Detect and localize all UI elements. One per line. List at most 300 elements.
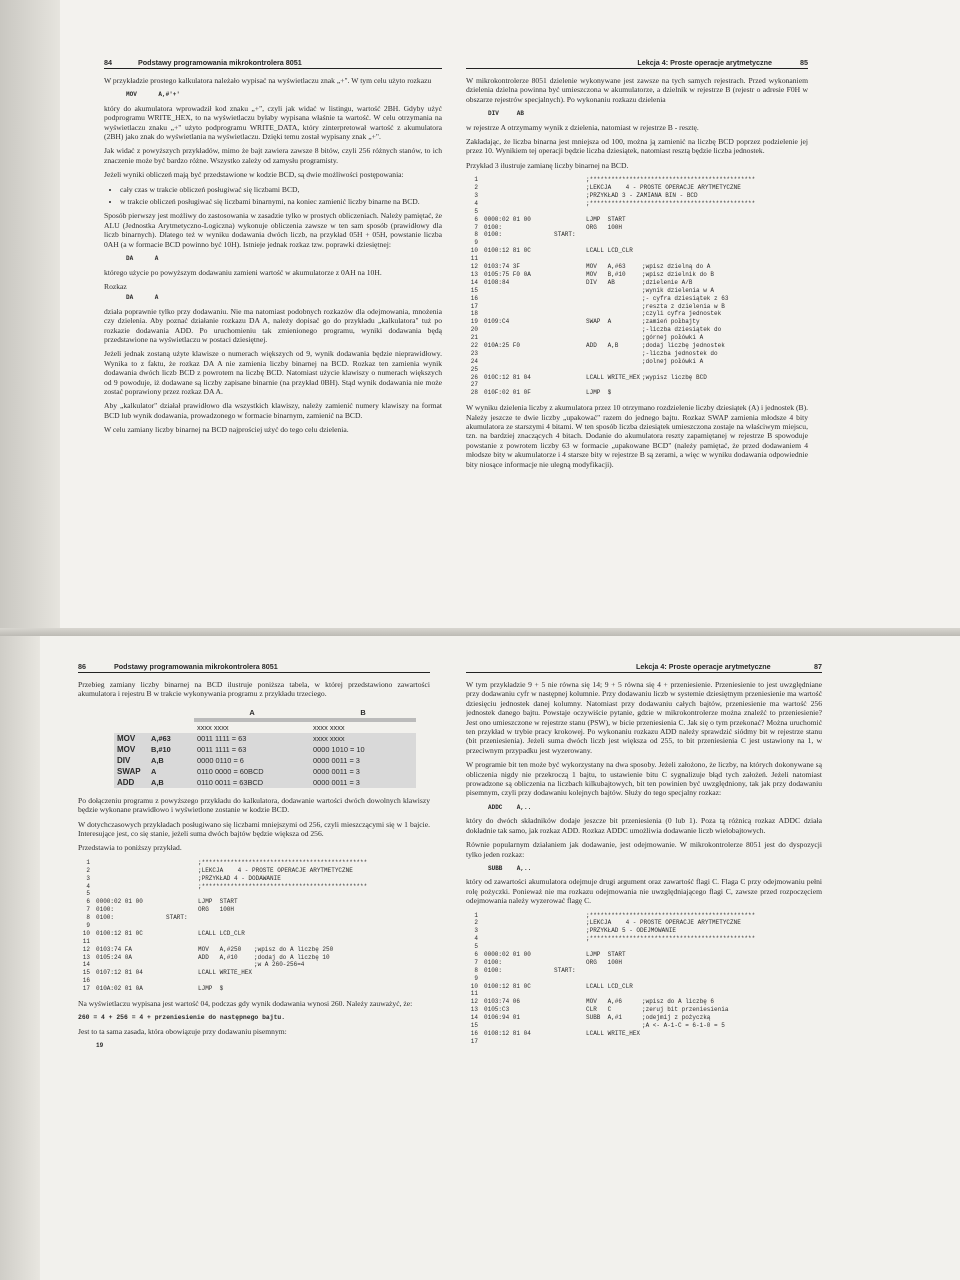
label [554,1038,586,1046]
listing-line [466,943,822,951]
table-cell: A,B [151,755,164,765]
instruction: ORG 100H [586,223,623,231]
address-bytes [478,310,554,318]
comment [254,969,430,977]
code-line: 19 [96,1042,104,1050]
label [166,890,198,898]
comment: ;wpisz dzielnik do B [642,270,715,278]
label [554,959,586,967]
instruction [198,890,254,898]
address-bytes [478,990,554,998]
line-number: 1 [474,176,478,184]
paragraph: w rejestrze A otrzymamy wynik z dzielenia, natomiast w rejestrze B - resztę. [466,122,699,132]
address-bytes: 010A:25 F0 [484,341,521,349]
address-bytes: 0100:12 81 0C [484,982,531,990]
line-number: 25 [470,365,478,373]
listing-line [466,1022,822,1030]
address-bytes [478,358,554,366]
listing-line [466,959,822,967]
address-bytes: 0000:02 01 00 [484,950,531,958]
line-number: 12 [470,998,478,1006]
listing-line [466,366,808,374]
address-bytes [478,975,554,983]
line-number: 21 [470,334,478,342]
listing-line [78,890,430,898]
comment: ;wpisz do A liczbę 250 [254,945,334,953]
address-bytes [90,867,166,875]
address-bytes: 0107:12 81 04 [96,969,143,977]
column-header-a: A [194,707,310,720]
page-fold-shadow [0,628,960,636]
address-bytes: 0105:C3 [484,1006,510,1014]
paragraph: W dotychczasowych przykładach posługiwano się liczbami mniejszymi od 256, czyli mieszczącymi się w 1 bajcie. Interesujące jest, co się stanie, jeżeli suma dwóch bajtów będzie większa od 256. [78,819,430,839]
page-number: 86 [78,662,86,671]
instruction: ;LEKCJA 4 - PROSTE OPERACJE ARYTMETYCZNE [586,919,741,927]
comment [642,951,822,959]
comment: ;dodaj do A liczbę 10 [254,953,330,961]
paragraph: działa poprawnie tylko przy dodawaniu. Nie ma natomiast podobnych rozkazów dla odejmowania, mnożenia czy dzielenia. Aby poznać działanie rozkazu DA A, należy dopisać go do przykładu „kalkulatora" tuż po rozkazie dodawania ADD. Po uruchomieniu tak zmienionego programu, wyniki dodawania będą przedstawione na wyświetlaczu w postaci dziesiętnej. [104,306,442,344]
paragraph: W programie bit ten może być wykorzystany na dwa sposoby. Jeżeli założono, że liczby, na których dokonywane są obliczenia nigdy nie przekroczą 1 bajtu, to ustawienie bitu C sygnalizuje błąd tych założeń. Jeżeli natomiast prowadzone są obliczenia na liczbach kilkubajtowych, bit ten powinien być uwzględniony, tak jak przy dodawaniu pisemnym, czyli przy dodawaniu kolejnych bajtów. Służy do tego specjalny rozkaz: [466,760,822,798]
code-line: 260 = 4 + 256 = 4 + przeniesienie do następnego bajtu. [78,1014,286,1022]
label [554,951,586,959]
instruction [586,366,642,374]
comment [367,859,430,867]
table-cell: ADD [117,777,135,787]
instruction [586,381,642,389]
address-bytes: 0100: [484,958,503,966]
comment: ;wpisz do A liczbę 6 [642,998,715,1006]
line-number: 11 [470,990,478,998]
address-bytes [478,192,554,200]
listing-line [466,255,808,263]
label [554,200,586,208]
address-bytes [90,859,166,867]
address-bytes: 0105:24 0A [96,953,133,961]
listing-line [466,998,822,1006]
address-bytes [478,935,554,943]
comment [698,192,808,200]
listing-line [466,231,808,239]
instruction [198,938,254,946]
instruction: ;********************************************** [586,176,756,184]
instruction [586,303,642,311]
table-cell: xxxx xxxx [313,733,345,743]
label [554,224,586,232]
instruction [586,208,642,216]
listing-line [78,883,430,891]
paragraph: który do akumulatora wprowadził kod znaku „+", czyli jak widać w listingu, wartość 2BH. Gdyby użyć podprogramu WRITE_HEX, to na wyświetlaczu byłaby wypisana właśnie ta wartość. W celu otrzymania na wyświetlaczu znaku „+" użyto podprogramu WRITE_DATA, który zinterpretował wartość z akumulatora (2BH) jako znak do wyświetlania na wyświetlaczu. Dzięki temu został wypisany znak „+". [104,103,442,142]
page-87 [466,660,822,1220]
line-number: 5 [474,943,478,951]
address-bytes: 0108:12 81 04 [484,1029,531,1037]
comment [642,967,822,975]
comment: ;-liczba jednostek do [642,349,718,357]
instruction: ADD A,#10 [198,953,238,961]
instruction: ORG 100H [198,906,235,914]
instruction: LCALL LCD_CLR [586,982,633,990]
instruction: ORG 100H [586,958,623,966]
comment: ;dzielenie A/B [642,278,693,286]
listing-line [466,967,822,975]
address-bytes [478,176,554,184]
address-bytes [478,239,554,247]
address-bytes [478,366,554,374]
instruction: ;********************************************** [586,935,756,943]
instruction: ;PRZYKŁAD 3 - ZAMIANA BIN - BCD [586,192,698,200]
instruction: LCALL LCD_CLR [586,247,633,255]
label [166,977,198,985]
instruction [586,943,642,951]
address-bytes [478,287,554,295]
label [554,998,586,1006]
instruction: MOV A,#63 [586,263,626,271]
label [554,919,586,927]
listing-line [466,279,808,287]
instruction: ;********************************************** [198,882,368,890]
comment: ;A <- A-1-C = 6-1-0 = 5 [642,1022,725,1029]
label [554,216,586,224]
line-number: 13 [82,953,90,961]
page-header [466,660,822,673]
address-bytes [478,912,554,920]
address-bytes [478,295,554,303]
table-cell: A,#63 [151,733,171,743]
paragraph: który do dwóch składników dodaje jeszcze bit przeniesienia (0 lub 1). Poza tą różnicą rozkaz ADDC działa dokładnie tak samo, jak rozkaz ADD. Rozkaz ADDC umożliwia dodawanie liczb wielobajtowych. [466,816,822,835]
label [166,859,198,867]
address-bytes: 010C:12 81 04 [484,373,531,381]
table-row [114,744,416,755]
address-bytes [478,1022,554,1030]
page-84 [104,56,442,596]
comment [642,216,808,224]
comment [755,912,822,920]
label [554,208,586,216]
instruction [586,358,642,366]
instruction [586,350,642,358]
address-bytes: 0100: [484,966,503,974]
instruction: ;********************************************** [198,858,368,866]
instruction [586,295,642,303]
instruction [198,914,254,922]
label [554,295,586,303]
paragraph: W celu zamiany liczby binarnej na BCD najprościej użyć do tego celu dzielenia. [104,425,349,435]
line-number: 13 [470,270,478,278]
comment [642,224,808,232]
table-cell: 0011 1111 = 63 [197,744,247,754]
listing-line [466,919,822,927]
address-bytes: 0103:74 3F [484,263,521,271]
table-cell: 0000 0110 = 6 [197,755,244,765]
comment: ;odejmij z pożyczką [642,1014,711,1022]
label [554,287,586,295]
paragraph: Zakładając, że liczba binarna jest mniejsza od 100, można ją zamienić na liczbę BCD poprzez podzielenie jej przez 10. Wynikiem tej operacji będzie liczba dziesiątek, natomiast resztą będzie liczba jednostek. [466,137,808,156]
label [554,1022,586,1030]
paragraph: Przykład 3 ilustruje zamianę liczby binarnej na BCD. [466,160,629,170]
label [554,342,586,350]
label [166,954,198,962]
line-number: 14 [470,1014,478,1022]
instruction: CLR C [586,1006,612,1014]
listing-line [466,192,808,200]
listing-line [466,287,808,295]
label [166,906,198,914]
code-line: DA A [126,255,159,263]
line-number: 4 [474,935,478,943]
table-cell: SWAP [117,766,141,776]
label [554,192,586,200]
line-number: 6 [474,215,478,223]
table-cell: xxxx xxxx [313,722,345,732]
label: START: [554,231,576,239]
listing-line [78,930,430,938]
listing-line [466,381,808,389]
line-number: 3 [474,927,478,935]
line-number: 27 [470,381,478,389]
listing-line [466,358,808,366]
instruction: LCALL WRITE_HEX [586,373,641,381]
running-title: Lekcja 4: Proste operacje arytmetyczne [637,58,772,67]
listing-line [466,326,808,334]
line-number: 14 [82,961,90,969]
line-number: 23 [470,349,478,357]
label [554,239,586,247]
comment [704,927,822,935]
address-bytes [478,255,554,263]
listing-line [466,1014,822,1022]
address-bytes: 0100: [96,906,115,914]
line-number: 10 [82,929,90,937]
address-bytes [90,875,166,883]
listing-line [78,875,430,883]
label [166,946,198,954]
instruction: ;PRZYKŁAD 5 - ODEJMOWANIE [586,927,677,935]
table-cell: MOV [117,733,136,743]
table-header [114,707,416,720]
table-cell [114,720,148,733]
instruction [586,334,642,342]
instruction: ;PRZYKŁAD 4 - DODAWANIE [198,874,281,882]
comment [254,938,430,946]
column-header-b: B [310,707,416,720]
address-bytes: 0000:02 01 00 [484,215,531,223]
listing-line [466,1030,822,1038]
label [554,184,586,192]
paragraph: Aby „kalkulator" działał prawidłowo dla wszystkich klawiszy, należy zamienić numery klawiszy na format BCD lub wynik dodawania, prowadzonego w formacie binarnym, zamienić na BCD. [104,401,442,420]
listing-line [466,935,822,943]
table-cell: 0110 0000 = 60BCD [197,766,264,776]
line-number: 4 [474,199,478,207]
instruction: ;LEKCJA 4 - PROSTE OPERACJE ARYTMETYCZNE [586,184,741,192]
code-line: DA A [126,294,159,302]
line-number: 16 [82,977,90,985]
listing-line [466,334,808,342]
address-bytes [478,381,554,389]
address-bytes: 010F:02 01 0F [484,389,531,397]
listing-line [78,961,430,969]
line-number: 20 [470,326,478,334]
listing-line [466,951,822,959]
listing-line [78,914,430,922]
address-bytes [90,977,166,985]
running-title: Podstawy programowania mikrokontrolera 8051 [114,662,278,671]
listing-line [78,985,430,993]
instruction [586,1038,642,1046]
listing-line [466,224,808,232]
instruction: MOV A,#250 [198,945,242,953]
comment [642,990,822,998]
listing-line [466,216,808,224]
instruction: SUBB A,#1 [586,1014,623,1022]
listing-line [466,310,808,318]
label [554,1006,586,1014]
list-item: • w trakcie obliczeń posługiwać się liczbami binarnymi, na koniec zamienić liczby binarne na BCD. [120,197,442,206]
line-number: 22 [470,341,478,349]
instruction [586,310,642,318]
label [554,358,586,366]
line-number: 3 [474,192,478,200]
comment [642,247,808,255]
address-bytes: 0103:74 06 [484,998,521,1006]
address-bytes: 0109:C4 [484,318,510,326]
listing-line [78,898,430,906]
comment [642,389,808,397]
left-margin-shadow [0,0,60,628]
line-number: 10 [470,247,478,255]
instruction: LJMP $ [586,389,612,397]
table-cell: 0110 0011 = 63BCD [197,777,264,787]
running-title: Podstawy programowania mikrokontrolera 8051 [138,58,302,67]
comment: ;dolnej połówki A [642,357,704,365]
page-header [78,660,430,673]
comment [642,366,808,374]
label [554,303,586,311]
line-number: 8 [474,231,478,239]
instruction: ;LEKCJA 4 - PROSTE OPERACJE ARYTMETYCZNE [198,866,353,874]
comment [254,922,430,930]
page-number: 84 [104,58,112,67]
comment: ;- cyfra dziesiątek z 63 [642,294,729,302]
comment [755,176,808,184]
label: START: [554,966,576,974]
line-number: 1 [474,911,478,919]
comment: ;czyli cyfra jednostek [642,310,722,318]
table-cell: xxxx xxxx [197,722,229,732]
listing-line [466,1006,822,1014]
instruction [198,977,254,985]
line-number: 13 [470,1006,478,1014]
line-number: 6 [474,950,478,958]
label [166,961,198,969]
instruction [198,961,254,969]
listing-line [466,263,808,271]
label [554,271,586,279]
label [554,326,586,334]
address-bytes [478,350,554,358]
label [554,279,586,287]
register-table [114,707,416,788]
line-number: 9 [474,239,478,247]
instruction: LJMP START [586,215,626,223]
line-number: 8 [86,914,90,922]
line-number: 24 [470,357,478,365]
line-number: 12 [470,263,478,271]
table-cell: 0000 0011 = 3 [313,777,360,787]
code-line: MOV A,#'+' [126,91,181,99]
label [554,943,586,951]
label [554,310,586,318]
comment [254,977,430,985]
paragraph: W wyniku dzielenia liczby z akumulatora przez 10 otrzymano rozdzielenie liczby dziesiątek (A) i jednostek (B). Należy jeszcze te dwie liczby „upakować" razem do jednego bajtu. Rozkaz SWAP zamienia młodsze 4 bity akumulatora ze starszymi 4 bitami. W ten sposób liczba dziesiątek umieszczona zostaje na właściwym miejscu, tzn. na bardziej znaczących 4 bitach. Dodanie do akumulatora reszty zapamiętanej w rejestrze B spowoduje powstanie z powrotem liczby 63 w formacie „upakowane BCD" (należy pamiętać, że przed dodawaniem 4 młodsze bity w akumulatorze i 4 starsze bity w rejestrze B są zerami, a więc w wyniku dodawania odpowiednie bity niosące informacje nie ulegną modyfikacji). [466,403,808,469]
table-cell: MOV [117,744,136,754]
listing-line [78,969,430,977]
paragraph: Sposób pierwszy jest możliwy do zastosowania w zasadzie tylko w prostych obliczeniach. Należy pamiętać, że ALU (Jednostka Arytmetyczno-Logiczna) wykonuje obliczenia zawsze w ten sam sposób (prawidłowy dla liczb binarnych). Dlatego też w wyniku dodawania dwóch liczb, na przykład 05H + 05H, powstanie liczba 0AH (a w formacie BCD powinno być 10H). Istnieje jednak rozkaz tzw. poprawki dziesiętnej: [104,211,442,249]
line-number: 9 [86,921,90,929]
comment [642,943,822,951]
page-86 [78,660,430,1220]
comment [254,914,430,922]
label [554,389,586,397]
comment [755,200,808,208]
instruction: DIV AB [586,278,615,286]
instruction [198,922,254,930]
line-number: 15 [470,286,478,294]
instruction [586,255,642,263]
listing-line [466,295,808,303]
address-bytes [478,919,554,927]
line-number: 2 [474,919,478,927]
label [554,366,586,374]
paragraph: Jeżeli wyniki obliczeń mają być przedstawione w kodzie BCD, są dwie możliwości postępowania: [104,170,404,180]
line-number: 7 [86,906,90,914]
listing-line [466,1038,822,1046]
instruction [586,239,642,247]
instruction [586,287,642,295]
comment: ;wypisz liczbę BCD [642,373,707,381]
comment [254,985,430,993]
address-bytes: 0108:84 [484,278,510,286]
address-bytes: 0103:74 FA [96,945,133,953]
address-bytes: 010A:02 01 0A [96,985,143,993]
label [166,922,198,930]
paragraph: Rozkaz [104,281,127,291]
table-cell: 0000 1010 = 10 [313,744,365,754]
comment [755,935,822,943]
address-bytes [90,922,166,930]
label [554,176,586,184]
line-number: 12 [82,945,90,953]
listing-line [78,906,430,914]
line-number: 11 [470,255,478,263]
address-bytes [478,184,554,192]
listing-line [466,975,822,983]
label [166,969,198,977]
left-margin-shadow-bottom [0,636,40,1280]
list-item: • cały czas w trakcie obliczeń posługiwać się liczbami BCD, [120,185,442,194]
comment [642,381,808,389]
comment [642,959,822,967]
comment [254,890,430,898]
line-number: 11 [82,937,90,945]
listing-line [466,208,808,216]
code-line: ADDC A,.. [488,803,532,811]
label [554,334,586,342]
line-number: 7 [474,223,478,231]
paragraph: Przebieg zamiany liczby binarnej na BCD ilustruje poniższa tabela, w której przedstawiono zawartości akumulatora i rejestru B w trakcie wykonywania programu z przykładu trzeciego. [78,680,430,699]
line-number: 17 [470,302,478,310]
instruction [586,1022,642,1030]
comment: ;wpisz dzielną do A [642,263,711,271]
listing-line [466,389,808,397]
